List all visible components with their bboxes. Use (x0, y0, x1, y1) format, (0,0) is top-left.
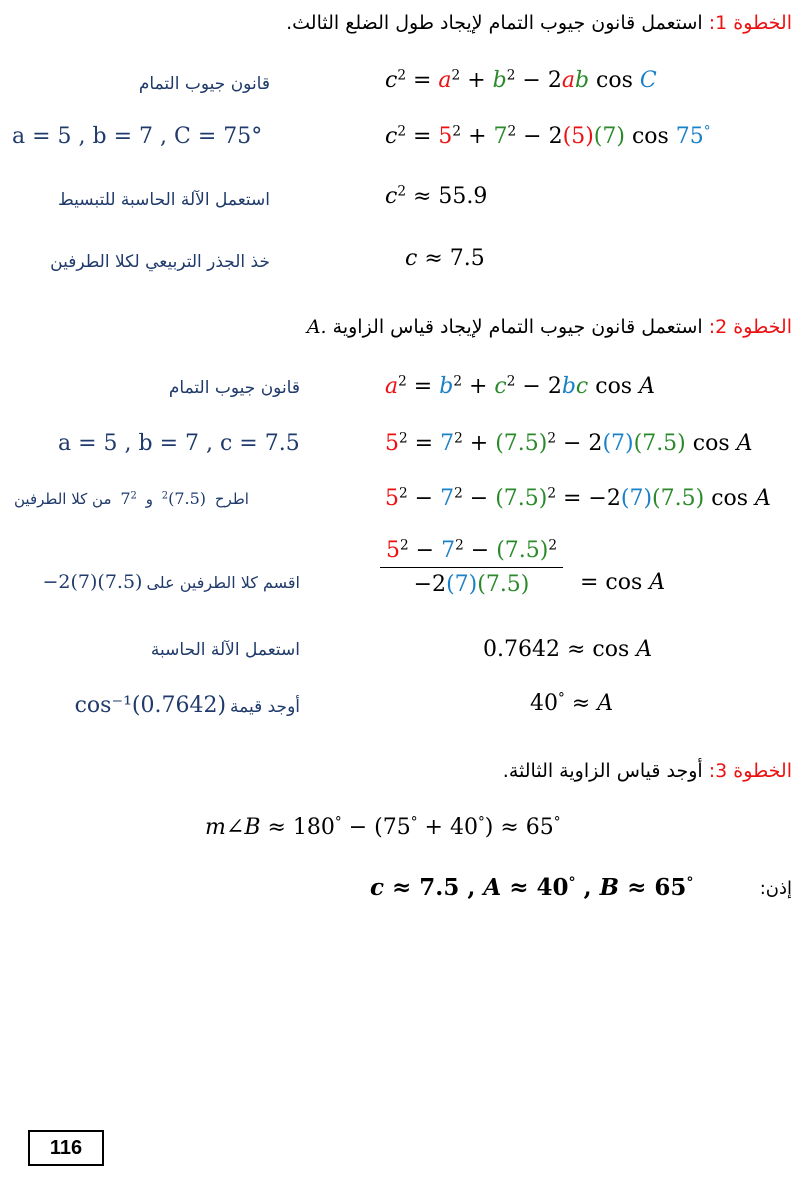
step2-divide-expr: −2(7)(7.5) (42, 571, 143, 593)
fraction-denominator: −2(7)(7.5) (413, 572, 530, 597)
step2-eq-divide-fraction (380, 538, 563, 597)
step2-subtract-seven-five: $^2$(7.5) (161, 489, 212, 508)
step1-given-values: a = 5 , b = 7 , C = 75° (12, 124, 263, 149)
step2-label-find-row (0, 693, 300, 718)
step2-angle-var: A. (306, 316, 327, 338)
fraction-numerator: $5^2 - 7^2 - (7.5)^2$ (380, 538, 563, 568)
step1-eq-substitute: $c^2 = 5^2 + 7^2 - 2(5)(7)$ cos 75° (385, 123, 711, 149)
step2-eq-law: $a^2 = b^2 + c^2 - 2bc$ cos A (385, 373, 655, 399)
step2-label-divide: اقسم كلا الطرفين على (146, 573, 300, 592)
step2-label-law: قانون جيوب التمام (168, 378, 300, 398)
step2-subtract-verb: اطرح (214, 490, 249, 508)
step3-text: أوجد قياس الزاوية الثالثة. (502, 760, 703, 782)
step2-heading (307, 316, 792, 338)
step2-label-subtract (14, 489, 249, 509)
step1-eq-law: $c^2 = a^2 + b^2 - 2ab$ cos C (385, 67, 657, 93)
page-number: 116 (28, 1130, 104, 1166)
step2-inverse-cos: cos⁻¹(0.7642) (74, 693, 227, 718)
step1-label-root: خذ الجذر التربيعي لكلا الطرفين (50, 252, 270, 272)
step1-label: الخطوة 1: (708, 12, 792, 34)
step2-label: الخطوة 2: (708, 316, 792, 338)
step2-eq-angle: 40° ≈ A (530, 690, 614, 716)
step1-eq-simplify: $c^2 \approx 55.9$ (385, 183, 488, 209)
step2-subtract-seven: $7^2$ (115, 489, 137, 508)
step3-heading (503, 760, 792, 782)
step1-heading (286, 12, 792, 34)
step2-label-divide-row (0, 571, 300, 593)
step2-text: استعمل قانون جيوب التمام لإيجاد قياس الزاوية (332, 316, 703, 338)
step2-eq-calc: 0.7642 ≈ cos A (483, 637, 653, 662)
step1-label-law: قانون جيوب التمام (138, 74, 270, 94)
step2-eq-divide-rhs: = cos A (580, 570, 666, 595)
step2-label-calc: استعمل الآلة الحاسبة (150, 640, 300, 660)
step2-subtract-end: من كلا الطرفين (14, 490, 112, 508)
conclusion-label: إذن: (759, 878, 792, 899)
step2-eq-substitute: $5^2 = 7^2 + (7.5)^2 - 2(7)(7.5)$ cos A (385, 430, 753, 456)
step2-given-values: a = 5 , b = 7 , c = 7.5 (58, 431, 300, 456)
step2-eq-subtract: $5^2 - 7^2 - (7.5)^2 = -2(7)(7.5)$ cos A (385, 485, 771, 511)
conclusion-values: c ≈ 7.5 , A ≈ 40° , B ≈ 65° (370, 874, 694, 901)
step3-eq-angle-b: m∠B ≈ 180° − (75° + 40°) ≈ 65° (205, 814, 561, 840)
step2-label-find: أوجد قيمة (230, 697, 300, 717)
step2-subtract-and: و (145, 490, 153, 508)
step1-eq-root: c ≈ 7.5 (405, 246, 485, 271)
step1-label-calc: استعمل الآلة الحاسبة للتبسيط (58, 190, 270, 210)
step3-label: الخطوة 3: (708, 760, 792, 782)
step1-text: استعمل قانون جيوب التمام لإيجاد طول الضلع الثالث. (286, 12, 703, 34)
